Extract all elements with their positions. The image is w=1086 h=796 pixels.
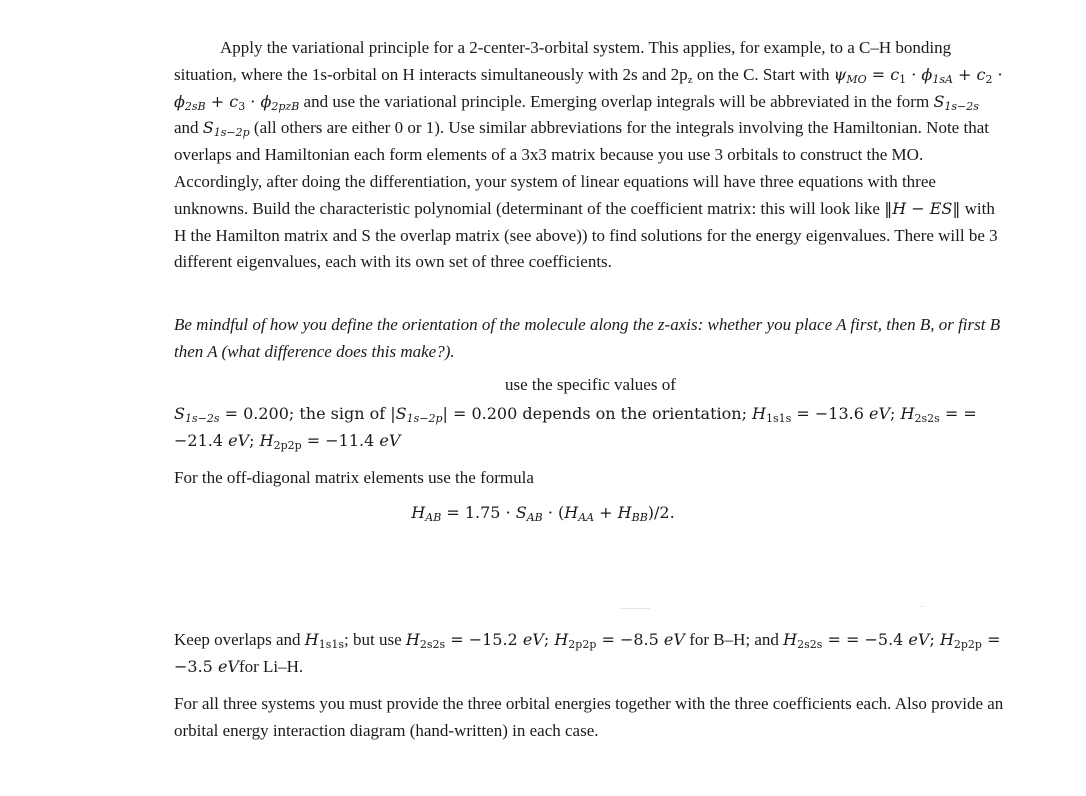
intro-text-3: and use the variational principle. Emerging overlap integrals will be abbreviated in the form [299, 91, 934, 111]
scan-artifact-dot [920, 606, 924, 607]
overlap-s1s2p: $S_{1s-2p}$ [202, 118, 250, 140]
lih-h2p2p: $H_{2p2p} = -3.5$ eV [174, 630, 1001, 676]
intro-paragraph: Apply the variational principle for a 2-center-3-orbital system. This applies, for example, to a C–H bonding situation, where the 1s-orbital on H interacts simultaneously with 2s and $2p_z$ on the C. Start with $\psi_{MO} = c_1 \cdot \phi_{1sA} + c_2 \cdot \phi_{2sB} + c_3 \cdot \phi_{2pzB}$ and use the variational principle. Emerging overlap integrals will be abbreviated in the form $S_{1s-2s}$ and $S_{1s-2p}$ (all others are either 0 or 1). Use similar abbreviations for the integrals involving the Hamiltonian. Note that overlaps and Hamiltonian each form elements of a 3x3 matrix because you use 3 orbitals to construct the MO. Accordingly, after doing the differentiation, your system of linear equations will have three equations with three unknowns. Build the characteristic polynomial (determinant of the coefficient matrix: this will look like ‖H − ES‖ with H the Hamilton matrix and S the overlap matrix (see above)) to find solutions for the energy eigenvalues. There will be 3 different eigenvalues, each with its own set of three coefficients. [174, 38, 1003, 272]
intro-text-2: on the C. Start with [692, 64, 834, 84]
pz-subscript: z [687, 73, 693, 86]
requirements-paragraph: For all three systems you must provide the three orbital energies together with the three coefficients each. Also provide an orbital energy interaction diagram (hand-written) in each case. [174, 694, 1004, 740]
values-paragraph: $S_{1s-2s} = 0.200$; the sign of $|S_{1s-2p}| = 0.200$ depends on the orientation; $H_{1s1s} = -13.6$ eV; $H_{2s2s}$ = = −21.4 eV; $H_{2p2p} = -11.4$ eV [174, 404, 977, 452]
bh-h2s2s: $H_{2s2s} = -15.2$ eV; [405, 630, 555, 651]
lih-h2s2s: $H_{2s2s}$ = = −5.4 eV; [783, 630, 940, 651]
orientation-note: Be mindful of how you define the orientation of the molecule along the z-axis: whether you place A first, then B, or first B then A (what difference does this make?). [174, 315, 1001, 361]
off-diagonal-formula: $H_{AB} = 1.75 \cdot S_{AB} \cdot (H_{AA} + H_{BB})/2$. [411, 503, 675, 524]
specific-values-heading: use the specific values of [505, 375, 676, 394]
value-s1s2s: $S_{1s-2s}$ [174, 404, 220, 425]
value-s1s2p-abs: $|S_{1s-2p}|$ [390, 404, 448, 425]
other-systems-paragraph: Keep overlaps and $H_{1s1s}$; but use $H_{2s2s} = -15.2$ eV; $H_{2p2p} = -8.5$ eV for B–H; and $H_{2s2s}$ = = −5.4 eV; $H_{2p2p} = -3.5$ eVfor Li–H. [174, 630, 1001, 676]
keep-h1s1s: $H_{1s1s}$ [304, 630, 345, 651]
value-h2p2p: $H_{2p2p} = -11.4$ eV [259, 430, 401, 452]
formula-intro: For the off-diagonal matrix elements use the formula [174, 468, 534, 487]
intro-text-4: (all others are either 0 or 1). Use similar abbreviations for the integrals involving the Hamiltonian. Note that overlaps and Hamiltonian each form elements of a 3x3 matrix because you use 3 orbitals to construct the MO. Accordingly, after doing the differentiation, your system of linear equations will have three equations with three unknowns. Build the characteristic polynomial (determinant of the coefficient matrix: this will look like [174, 118, 989, 218]
determinant-expression: ‖H − ES‖ [884, 198, 961, 218]
intro-text-5: with H the Hamilton matrix and S the overlap matrix (see above)) to find solutions for the energy eigenvalues. There will be 3 different eigenvalues, each with its own set of three coefficients. [174, 198, 998, 272]
scan-artifact [620, 608, 650, 609]
bh-h2p2p: $H_{2p2p} = -8.5$ eV [554, 630, 685, 651]
intro-text-1: Apply the variational principle for a 2-center-3-orbital system. This applies, for example, to a C–H bonding situation, where the 1s-orbital on H interacts simultaneously with 2s and 2p [174, 38, 952, 84]
value-h1s1s: $H_{1s1s} = -13.6$ eV; [752, 404, 901, 425]
mo-equation: $\psi_{MO} = c_1 \cdot \phi_{1sA} + c_2 \cdot \phi_{2sB} + c_3 \cdot \phi_{2pzB}$ [174, 64, 1003, 113]
overlap-s1s2s: $S_{1s-2s}$ [933, 91, 979, 113]
value-h2s2s: $H_{2s2s}$ = = −21.4 eV; [174, 404, 977, 450]
